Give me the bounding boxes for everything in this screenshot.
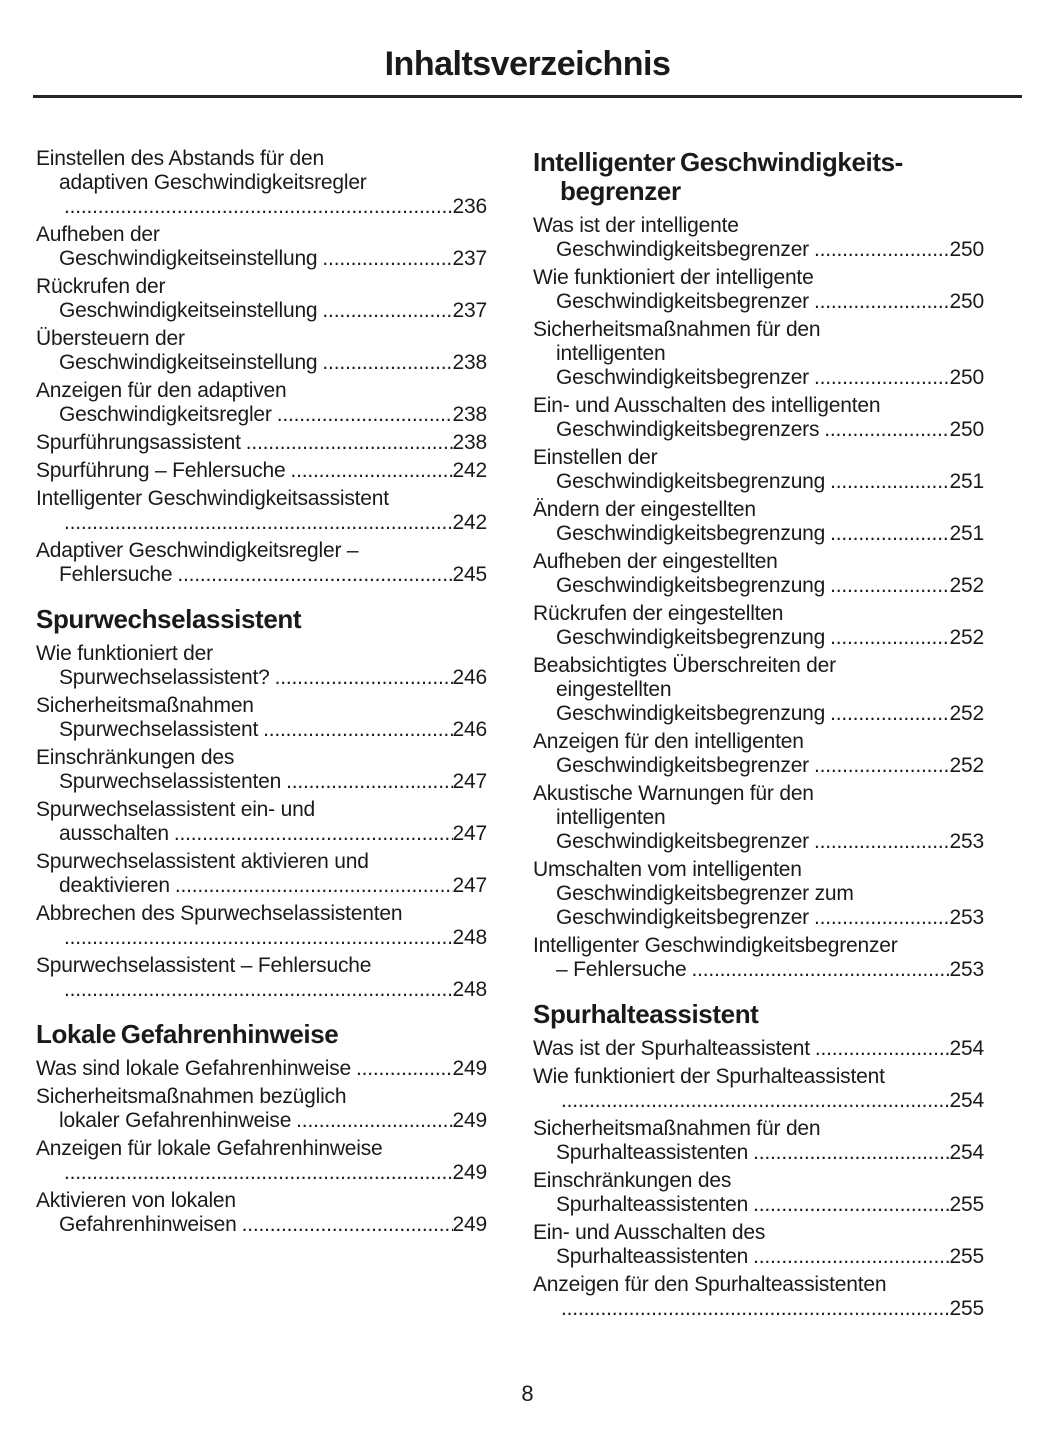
toc-entry-tail-row bbox=[533, 958, 984, 982]
toc-entry-text: Geschwindigkeitsbegrenzers bbox=[556, 418, 820, 441]
dot-leader bbox=[242, 1213, 453, 1237]
section-heading-line: begrenzer bbox=[560, 176, 681, 206]
dot-leader bbox=[64, 195, 453, 219]
toc-entry-text: Geschwindigkeitseinstellung bbox=[59, 351, 318, 374]
toc-entry-tail-row bbox=[533, 626, 984, 650]
dot-leader bbox=[246, 431, 453, 455]
toc-entry bbox=[533, 394, 984, 442]
toc-entry-tail-row bbox=[36, 874, 487, 898]
toc-entry bbox=[36, 954, 487, 1002]
dot-leader bbox=[322, 351, 452, 375]
toc-entry-text: Spurführungsassistent bbox=[36, 431, 241, 454]
dot-leader bbox=[814, 830, 950, 854]
toc-entry-line: Geschwindigkeitsbegrenzer zum bbox=[556, 882, 854, 905]
toc-entry-line: Aufheben der bbox=[36, 223, 160, 246]
toc-entry-tail-row bbox=[36, 563, 487, 587]
section-heading-line: Spurhalteassistent bbox=[533, 999, 759, 1029]
toc-entry-line: Sicherheitsmaßnahmen bbox=[36, 694, 254, 717]
toc-entry-line: intelligenten bbox=[556, 342, 666, 365]
toc-entry-page-number: 242 bbox=[452, 459, 487, 482]
toc-entry-line: adaptiven Geschwindigkeitsregler bbox=[59, 171, 367, 194]
toc-entry-text: Was ist der Spurhalteassistent bbox=[533, 1037, 810, 1060]
toc-entry-text: Geschwindigkeitsbegrenzer bbox=[556, 290, 809, 313]
toc-entry-page-number: 250 bbox=[949, 418, 984, 441]
dot-leader bbox=[64, 511, 453, 535]
toc-entry-line: Sicherheitsmaßnahmen für den bbox=[533, 1117, 821, 1140]
dot-leader bbox=[830, 574, 949, 598]
toc-entry-text: Geschwindigkeitsbegrenzer bbox=[556, 754, 809, 777]
toc-entry-tail-row bbox=[533, 1297, 984, 1321]
toc-entry-page-number: 250 bbox=[949, 290, 984, 313]
toc-entry-line: Adaptiver Geschwindigkeitsregler – bbox=[36, 539, 359, 562]
toc-entry-tail-row bbox=[533, 574, 984, 598]
toc-entry-tail-row bbox=[533, 830, 984, 854]
dot-leader bbox=[291, 459, 453, 483]
toc-entry-line: Akustische Warnungen für den bbox=[533, 782, 814, 805]
toc-entry-page-number: 242 bbox=[452, 511, 487, 534]
dot-leader bbox=[561, 1089, 950, 1113]
toc-entry-page-number: 238 bbox=[452, 351, 487, 374]
toc-entry-tail-row bbox=[36, 718, 487, 742]
toc-entry-tail-row bbox=[36, 1109, 487, 1133]
toc-entry-line: Aktivieren von lokalen bbox=[36, 1189, 236, 1212]
toc-entry bbox=[533, 782, 984, 854]
toc-entry-page-number: 255 bbox=[949, 1297, 984, 1320]
toc-entry-text: Was sind lokale Gefahrenhinweise bbox=[36, 1057, 351, 1080]
toc-entry-text: Geschwindigkeitsbegrenzer bbox=[556, 906, 809, 929]
toc-entry-line: Intelligenter Geschwindigkeitsassistent bbox=[36, 487, 389, 510]
toc-entry-text: Spurhalteassistenten bbox=[556, 1245, 749, 1268]
dot-leader bbox=[561, 1297, 950, 1321]
toc-entry-line: intelligenten bbox=[556, 806, 666, 829]
toc-entry-line: Intelligenter Geschwindigkeitsbegrenzer bbox=[533, 934, 898, 957]
dot-leader bbox=[64, 1161, 453, 1185]
toc-entry-text: Geschwindigkeitsbegrenzer bbox=[556, 830, 809, 853]
toc-entry-page-number: 237 bbox=[452, 299, 487, 322]
toc-entry bbox=[36, 147, 487, 219]
toc-entry-text: ausschalten bbox=[59, 822, 169, 845]
toc-entry-tail-row bbox=[36, 299, 487, 323]
toc-entry-line: Abbrechen des Spurwechselassistenten bbox=[36, 902, 403, 925]
dot-leader bbox=[64, 978, 453, 1002]
toc-entry-line: Spurwechselassistent aktivieren und bbox=[36, 850, 369, 873]
dot-leader bbox=[753, 1193, 949, 1217]
toc-entry-page-number: 247 bbox=[452, 822, 487, 845]
toc-entry-tail-row bbox=[533, 906, 984, 930]
toc-entry-tail-row bbox=[36, 926, 487, 950]
toc-entry-tail-row bbox=[36, 666, 487, 690]
toc-entry-page-number: 250 bbox=[949, 366, 984, 389]
toc-entry-text: Geschwindigkeitseinstellung bbox=[59, 299, 318, 322]
folio-page-number: 8 bbox=[521, 1381, 534, 1406]
toc-entry-line: Wie funktioniert der intelligente bbox=[533, 266, 814, 289]
toc-entry-tail-row bbox=[533, 238, 984, 262]
toc-entry-line: Rückrufen der eingestellten bbox=[533, 602, 784, 625]
toc-entry bbox=[533, 1065, 984, 1113]
toc-entry-line: Ändern der eingestellten bbox=[533, 498, 756, 521]
toc-entry-line: Einstellen des Abstands für den bbox=[36, 147, 324, 170]
toc-entry bbox=[533, 1221, 984, 1269]
toc-entry-line: Einschränkungen des bbox=[533, 1169, 732, 1192]
toc-entry bbox=[36, 379, 487, 427]
toc-entry-tail-row bbox=[533, 1141, 984, 1165]
toc-entry-line: Spurwechselassistent ein- und bbox=[36, 798, 316, 821]
toc-entry bbox=[36, 798, 487, 846]
toc-entry bbox=[36, 1057, 487, 1081]
toc-entry-page-number: 255 bbox=[949, 1245, 984, 1268]
toc-entry-tail-row bbox=[36, 511, 487, 535]
dot-leader bbox=[830, 702, 949, 726]
toc-entry-line: Wie funktioniert der Spurhalteassistent bbox=[533, 1065, 885, 1088]
toc-entry bbox=[533, 858, 984, 930]
toc-entry-tail-row bbox=[533, 1245, 984, 1269]
toc-entry-page-number: 252 bbox=[949, 574, 984, 597]
section-heading bbox=[36, 605, 487, 634]
toc-entry bbox=[36, 1085, 487, 1133]
toc-entry-page-number: 237 bbox=[452, 247, 487, 270]
toc-entry-text: Geschwindigkeitsbegrenzung bbox=[556, 702, 826, 725]
dot-leader bbox=[753, 1245, 949, 1269]
toc-entry-line: Sicherheitsmaßnahmen für den bbox=[533, 318, 821, 341]
toc-entry bbox=[36, 746, 487, 794]
toc-entry-tail-row bbox=[533, 290, 984, 314]
dot-leader bbox=[753, 1141, 949, 1165]
section-heading bbox=[533, 1000, 984, 1029]
toc-entry bbox=[533, 1037, 984, 1061]
toc-entry-line: Aufheben der eingestellten bbox=[533, 550, 778, 573]
dot-leader bbox=[814, 754, 950, 778]
toc-entry-tail-row bbox=[533, 418, 984, 442]
toc-entry-page-number: 254 bbox=[949, 1141, 984, 1164]
toc-entry-page-number: 246 bbox=[452, 718, 487, 741]
toc-entry-tail-row bbox=[533, 702, 984, 726]
toc-entry bbox=[533, 446, 984, 494]
dot-leader bbox=[824, 418, 949, 442]
toc-entry-tail-row bbox=[36, 459, 487, 483]
toc-column-left bbox=[36, 147, 487, 1325]
toc-entry-text: Gefahrenhinweisen bbox=[59, 1213, 237, 1236]
toc-entry-line: Ein- und Ausschalten des intelligenten bbox=[533, 394, 881, 417]
toc-entry bbox=[36, 431, 487, 455]
toc-entry bbox=[533, 550, 984, 598]
toc-entry-page-number: 253 bbox=[949, 830, 984, 853]
toc-entry-line: Ein- und Ausschalten des bbox=[533, 1221, 766, 1244]
dot-leader bbox=[275, 666, 453, 690]
dot-leader bbox=[263, 718, 452, 742]
toc-entry bbox=[36, 487, 487, 535]
toc-entry-page-number: 248 bbox=[452, 978, 487, 1001]
toc-entry-tail-row bbox=[36, 431, 487, 455]
toc-entry-tail-row bbox=[36, 195, 487, 219]
toc-entry-text: deaktivieren bbox=[59, 874, 170, 897]
toc-entry-line: Umschalten vom intelligenten bbox=[533, 858, 802, 881]
toc-entry bbox=[533, 1117, 984, 1165]
toc-entry-tail-row bbox=[533, 1037, 984, 1061]
toc-entry-tail-row bbox=[36, 351, 487, 375]
section-heading-line: Intelligenter Geschwindigkeits- bbox=[533, 147, 903, 177]
toc-entry bbox=[36, 642, 487, 690]
toc-entry-text: Spurhalteassistenten bbox=[556, 1141, 749, 1164]
toc-entry-text: – Fehlersuche bbox=[556, 958, 687, 981]
toc-entry-tail-row bbox=[533, 1089, 984, 1113]
toc-entry bbox=[36, 459, 487, 483]
toc-entry-line: Wie funktioniert der bbox=[36, 642, 213, 665]
toc-entry-page-number: 238 bbox=[452, 431, 487, 454]
toc-entry-tail-row bbox=[36, 247, 487, 271]
toc-entry-tail-row bbox=[36, 978, 487, 1002]
toc-entry-text: Spurwechselassistenten bbox=[59, 770, 282, 793]
page-title: Inhaltsverzeichnis bbox=[384, 45, 671, 83]
toc-entry-page-number: 254 bbox=[949, 1089, 984, 1112]
toc-column-right bbox=[533, 147, 984, 1325]
toc-entry bbox=[36, 327, 487, 375]
toc-entry-tail-row bbox=[36, 1057, 487, 1081]
toc-entry-line: Sicherheitsmaßnahmen bezüglich bbox=[36, 1085, 347, 1108]
toc-entry-page-number: 254 bbox=[949, 1037, 984, 1060]
toc-entry-line: Spurwechselassistent – Fehlersuche bbox=[36, 954, 372, 977]
toc-entry-text: Geschwindigkeitsbegrenzung bbox=[556, 626, 826, 649]
toc-entry-line: Anzeigen für den intelligenten bbox=[533, 730, 804, 753]
toc-entry-page-number: 249 bbox=[452, 1057, 487, 1080]
dot-leader bbox=[322, 247, 452, 271]
toc-entry-tail-row bbox=[533, 366, 984, 390]
toc-entry-page-number: 249 bbox=[452, 1109, 487, 1132]
dot-leader bbox=[296, 1109, 452, 1133]
dot-leader bbox=[691, 958, 949, 982]
toc-entry-page-number: 255 bbox=[949, 1193, 984, 1216]
section-heading bbox=[533, 148, 984, 206]
dot-leader bbox=[814, 290, 950, 314]
toc-entry bbox=[533, 266, 984, 314]
toc-entry bbox=[36, 902, 487, 950]
toc-columns bbox=[0, 98, 1055, 1325]
dot-leader bbox=[277, 403, 453, 427]
toc-entry-page-number: 249 bbox=[452, 1213, 487, 1236]
toc-entry-text: Geschwindigkeitsbegrenzung bbox=[556, 470, 826, 493]
toc-entry-line: Einschränkungen des bbox=[36, 746, 235, 769]
dot-leader bbox=[830, 522, 949, 546]
toc-entry-page-number: 246 bbox=[452, 666, 487, 689]
dot-leader bbox=[322, 299, 452, 323]
toc-entry-tail-row bbox=[533, 754, 984, 778]
dot-leader bbox=[815, 1037, 950, 1061]
toc-entry-page-number: 251 bbox=[949, 522, 984, 545]
toc-entry bbox=[36, 1137, 487, 1185]
toc-entry-tail-row bbox=[36, 770, 487, 794]
toc-entry bbox=[533, 602, 984, 650]
toc-entry bbox=[533, 934, 984, 982]
toc-entry bbox=[533, 1169, 984, 1217]
dot-leader bbox=[356, 1057, 453, 1081]
toc-entry-page-number: 245 bbox=[452, 563, 487, 586]
dot-leader bbox=[286, 770, 452, 794]
toc-entry-text: Geschwindigkeitsbegrenzer bbox=[556, 238, 809, 261]
toc-entry-line: Übersteuern der bbox=[36, 327, 185, 350]
toc-entry-page-number: 247 bbox=[452, 874, 487, 897]
section-heading bbox=[36, 1020, 487, 1049]
dot-leader bbox=[814, 238, 950, 262]
dot-leader bbox=[64, 926, 453, 950]
toc-entry-text: Geschwindigkeitseinstellung bbox=[59, 247, 318, 270]
toc-entry-page-number: 252 bbox=[949, 702, 984, 725]
toc-entry-tail-row bbox=[36, 1161, 487, 1185]
toc-entry bbox=[36, 275, 487, 323]
toc-entry-page-number: 252 bbox=[949, 626, 984, 649]
dot-leader bbox=[830, 626, 949, 650]
toc-entry bbox=[533, 654, 984, 726]
toc-entry bbox=[36, 850, 487, 898]
toc-entry-line: Anzeigen für den Spurhalteassistenten bbox=[533, 1273, 887, 1296]
toc-entry-text: lokaler Gefahrenhinweise bbox=[59, 1109, 292, 1132]
toc-entry-text: Geschwindigkeitsbegrenzung bbox=[556, 522, 826, 545]
toc-entry-page-number: 247 bbox=[452, 770, 487, 793]
toc-entry-line: Beabsichtigtes Überschreiten der bbox=[533, 654, 836, 677]
toc-entry-tail-row bbox=[533, 522, 984, 546]
toc-entry-text: Fehlersuche bbox=[59, 563, 173, 586]
dot-leader bbox=[830, 470, 949, 494]
toc-entry bbox=[36, 694, 487, 742]
toc-entry-tail-row bbox=[36, 403, 487, 427]
dot-leader bbox=[174, 822, 453, 846]
toc-entry-text: Geschwindigkeitsbegrenzung bbox=[556, 574, 826, 597]
toc-entry-page-number: 251 bbox=[949, 470, 984, 493]
toc-entry-line: Einstellen der bbox=[533, 446, 658, 469]
toc-entry-tail-row bbox=[533, 1193, 984, 1217]
toc-entry bbox=[533, 730, 984, 778]
toc-entry bbox=[533, 498, 984, 546]
toc-entry-text: Spurführung – Fehlersuche bbox=[36, 459, 286, 482]
dot-leader bbox=[814, 366, 950, 390]
toc-entry-line: Was ist der intelligente bbox=[533, 214, 739, 237]
toc-entry-page-number: 249 bbox=[452, 1161, 487, 1184]
dot-leader bbox=[175, 874, 453, 898]
toc-entry-line: Anzeigen für lokale Gefahrenhinweise bbox=[36, 1137, 383, 1160]
toc-entry-page-number: 250 bbox=[949, 238, 984, 261]
toc-entry-page-number: 248 bbox=[452, 926, 487, 949]
toc-entry-text: Spurwechselassistent bbox=[59, 718, 259, 741]
toc-entry-line: Rückrufen der bbox=[36, 275, 166, 298]
toc-entry bbox=[533, 1273, 984, 1321]
section-heading-line: Spurwechselassistent bbox=[36, 604, 302, 634]
dot-leader bbox=[177, 563, 452, 587]
toc-entry bbox=[36, 539, 487, 587]
toc-entry bbox=[36, 1189, 487, 1237]
toc-entry-page-number: 236 bbox=[452, 195, 487, 218]
toc-entry-text: Geschwindigkeitsregler bbox=[59, 403, 272, 426]
toc-entry bbox=[533, 318, 984, 390]
toc-entry-page-number: 253 bbox=[949, 906, 984, 929]
toc-entry-page-number: 252 bbox=[949, 754, 984, 777]
dot-leader bbox=[814, 906, 950, 930]
toc-entry bbox=[36, 223, 487, 271]
toc-entry-text: Geschwindigkeitsbegrenzer bbox=[556, 366, 809, 389]
toc-entry-tail-row bbox=[533, 470, 984, 494]
toc-entry-line: eingestellten bbox=[556, 678, 672, 701]
toc-entry-tail-row bbox=[36, 1213, 487, 1237]
section-heading-line: Lokale Gefahrenhinweise bbox=[36, 1019, 339, 1049]
toc-entry bbox=[533, 214, 984, 262]
toc-entry-page-number: 253 bbox=[949, 958, 984, 981]
toc-entry-text: Spurwechselassistent? bbox=[59, 666, 270, 689]
toc-entry-page-number: 238 bbox=[452, 403, 487, 426]
toc-entry-text: Spurhalteassistenten bbox=[556, 1193, 749, 1216]
toc-entry-tail-row bbox=[36, 822, 487, 846]
toc-entry-line: Anzeigen für den adaptiven bbox=[36, 379, 287, 402]
